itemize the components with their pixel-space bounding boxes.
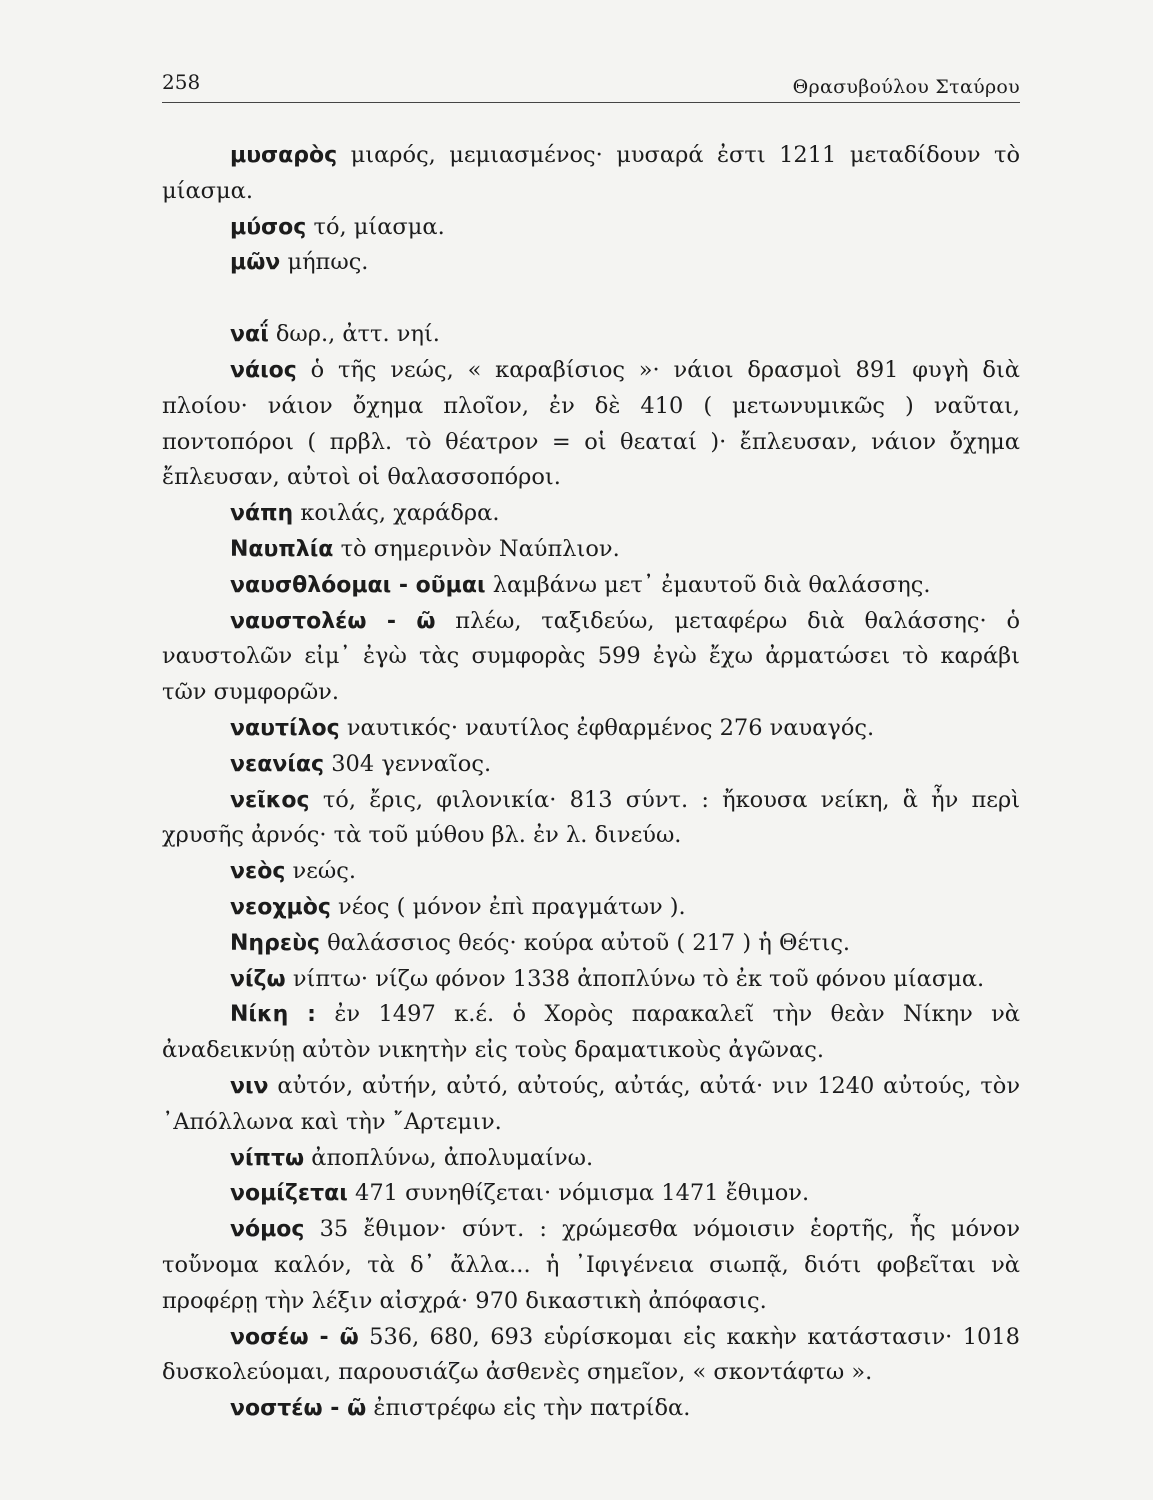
entry-text: ἀποπλύνω, ἀπολυμαίνω. xyxy=(311,1144,594,1171)
headword: νεὸς xyxy=(230,859,286,885)
entry-text: νίπτω· νίζω φόνον 1338 ἀποπλύνω τὸ ἐκ τοῦ φόνου μίασμα. xyxy=(292,965,985,992)
entry-text: ὁ τῆς νεώς, « καραβίσιος »· νάιοι δρασμοὶ 891 φυγὴ διὰ πλοίου· νάιον ὄχημα πλοῖον, ἐν δὲ 410 ( μετωνυμικῶς ) ναῦται, ποντοπόροι ( πρβλ. τὸ θέατρον = οἱ θεαταί )· ἔπλευσαν, νάιον ὄχημα ἔπλευσαν, αὐτοὶ οἱ θαλασσοπόροι. xyxy=(162,356,1020,491)
headword: Ναυπλία xyxy=(230,536,334,562)
dictionary-entry xyxy=(162,1212,1020,1319)
dictionary-entries xyxy=(162,138,1020,1427)
dictionary-entry xyxy=(162,496,1020,532)
headword: νάιος xyxy=(230,357,297,383)
entry-text: νέος ( μόνον ἐπὶ πραγμάτων ). xyxy=(338,893,686,920)
dictionary-entry xyxy=(162,532,1020,568)
entry-text: νεώς. xyxy=(292,858,356,885)
entry-text: τό, ἔρις, φιλονικία· 813 σύντ. : ἤκουσα νείκη, ἃ ἦν περὶ χρυσῆς ἀρνός· τὰ τοῦ μύθου βλ. ἐν λ. δινεύω. xyxy=(162,786,1021,849)
entry-text: τὸ σημερινὸν Ναύπλιον. xyxy=(340,535,620,562)
entry-text: δωρ., ἀττ. νηί. xyxy=(275,321,440,348)
page-header xyxy=(162,70,1020,103)
dictionary-entry xyxy=(162,1391,1020,1427)
dictionary-entry xyxy=(162,604,1020,711)
headword: νοστέω - ῶ xyxy=(230,1396,367,1422)
dictionary-entry xyxy=(162,1176,1020,1212)
entry-text: μιαρός, μεμιασμένος· μυσαρά ἐστι 1211 μεταδίδουν τὸ μίασμα. xyxy=(162,142,1020,204)
headword: ναυστολέω - ῶ xyxy=(230,608,436,634)
entry-text: αὐτόν, αὐτήν, αὐτό, αὐτούς, αὐτάς, αὐτά· νιν 1240 αὐτούς, τὸν ᾽Απόλλωνα καὶ τὴν ῎Αρτεμιν. xyxy=(162,1072,1020,1135)
entry-text: 471 συνηθίζεται· νόμισμα 1471 ἔθιμον. xyxy=(355,1180,810,1207)
running-head: Θρασυβούλου Σταύρου xyxy=(792,76,1020,98)
headword: νίζω xyxy=(230,966,286,992)
headword: ναΐ xyxy=(230,322,269,348)
entry-text: ἐπιστρέφω εἰς τὴν πατρίδα. xyxy=(373,1395,691,1422)
headword: Νηρεὺς xyxy=(230,930,320,956)
headword: νεανίας xyxy=(230,751,325,777)
dictionary-entry xyxy=(162,245,1020,281)
dictionary-entry xyxy=(162,747,1020,783)
headword: ναυσθλόομαι - οῦμαι xyxy=(230,572,486,598)
dictionary-entry xyxy=(162,317,1020,353)
headword: Νίκη : xyxy=(230,1002,316,1028)
dictionary-entry xyxy=(162,138,1020,210)
headword: νομίζεται xyxy=(230,1181,348,1207)
entry-text: λαμβάνω μετ᾽ ἐμαυτοῦ διὰ θαλάσσης. xyxy=(492,571,931,598)
dictionary-entry xyxy=(162,568,1020,604)
entry-text: πλέω, ταξιδεύω, μεταφέρω διὰ θαλάσσης· ὁ ναυστολῶν εἰμ᾽ ἐγὼ τὰς συμφορὰς 599 ἐγὼ ἔχω ἀρματώσει τὸ καράβι τῶν συμφορῶν. xyxy=(162,607,1020,706)
dictionary-entry xyxy=(162,711,1020,747)
page-number: 258 xyxy=(162,70,201,94)
dictionary-entry xyxy=(162,962,1020,998)
headword: νάπη xyxy=(230,501,294,527)
entry-text: θαλάσσιος θεός· κούρα αὐτοῦ ( 217 ) ἡ Θέτις. xyxy=(327,929,851,956)
dictionary-entry xyxy=(162,210,1020,246)
dictionary-entry xyxy=(162,926,1020,962)
headword: νιν xyxy=(230,1073,269,1099)
entry-text: ναυτικός· ναυτίλος ἐφθαρμένος 276 ναυαγός. xyxy=(346,714,875,741)
headword: μῶν xyxy=(230,250,281,276)
dictionary-entry xyxy=(162,997,1020,1069)
dictionary-entry xyxy=(162,890,1020,926)
dictionary-entry xyxy=(162,1141,1020,1177)
dictionary-entry xyxy=(162,783,1020,855)
dictionary-entry xyxy=(162,854,1020,890)
entry-text: 304 γενναῖος. xyxy=(331,750,492,777)
entry-text: 35 ἔθιμον· σύντ. : χρώμεσθα νόμοισιν ἑορτῆς, ἧς μόνον τοὔνομα καλόν, τὰ δ᾽ ἄλλα... ἡ ᾽Ιφιγένεια σιωπᾷ, διότι φοβεῖται νὰ προφέρῃ τὴν λέξιν αἰσχρά· 970 δικαστικὴ ἀπόφασις. xyxy=(162,1216,1020,1314)
headword: μύσος xyxy=(230,214,307,240)
entry-text: 536, 680, 693 εὑρίσκομαι εἰς κακὴν κατάστασιν· 1018 δυσκολεύομαι, παρουσιάζω ἀσθενὲς σημεῖον, « σκοντάφτω ». xyxy=(162,1323,1020,1386)
dictionary-entry xyxy=(162,1069,1020,1141)
headword: νεῖκος xyxy=(230,787,310,813)
headword: νόμος xyxy=(230,1217,305,1243)
entry-text: τό, μίασμα. xyxy=(313,213,445,240)
dictionary-entry xyxy=(162,1320,1020,1392)
headword: νίπτω xyxy=(230,1145,305,1171)
headword: νοσέω - ῶ xyxy=(230,1324,359,1350)
headword: ναυτίλος xyxy=(230,715,340,741)
headword: μυσαρὸς xyxy=(230,143,338,168)
dictionary-entry xyxy=(162,353,1020,496)
headword: νεοχμὸς xyxy=(230,894,331,920)
entry-text: κοιλάς, χαράδρα. xyxy=(300,500,500,527)
entry-text: μήπως. xyxy=(287,249,369,276)
entry-text: ἐν 1497 κ.έ. ὁ Χορὸς παρακαλεῖ τὴν θεὰν Νίκην νὰ ἀναδεικνύῃ αὐτὸν νικητὴν εἰς τοὺς δραματικοὺς ἀγῶνας. xyxy=(162,1001,1021,1064)
